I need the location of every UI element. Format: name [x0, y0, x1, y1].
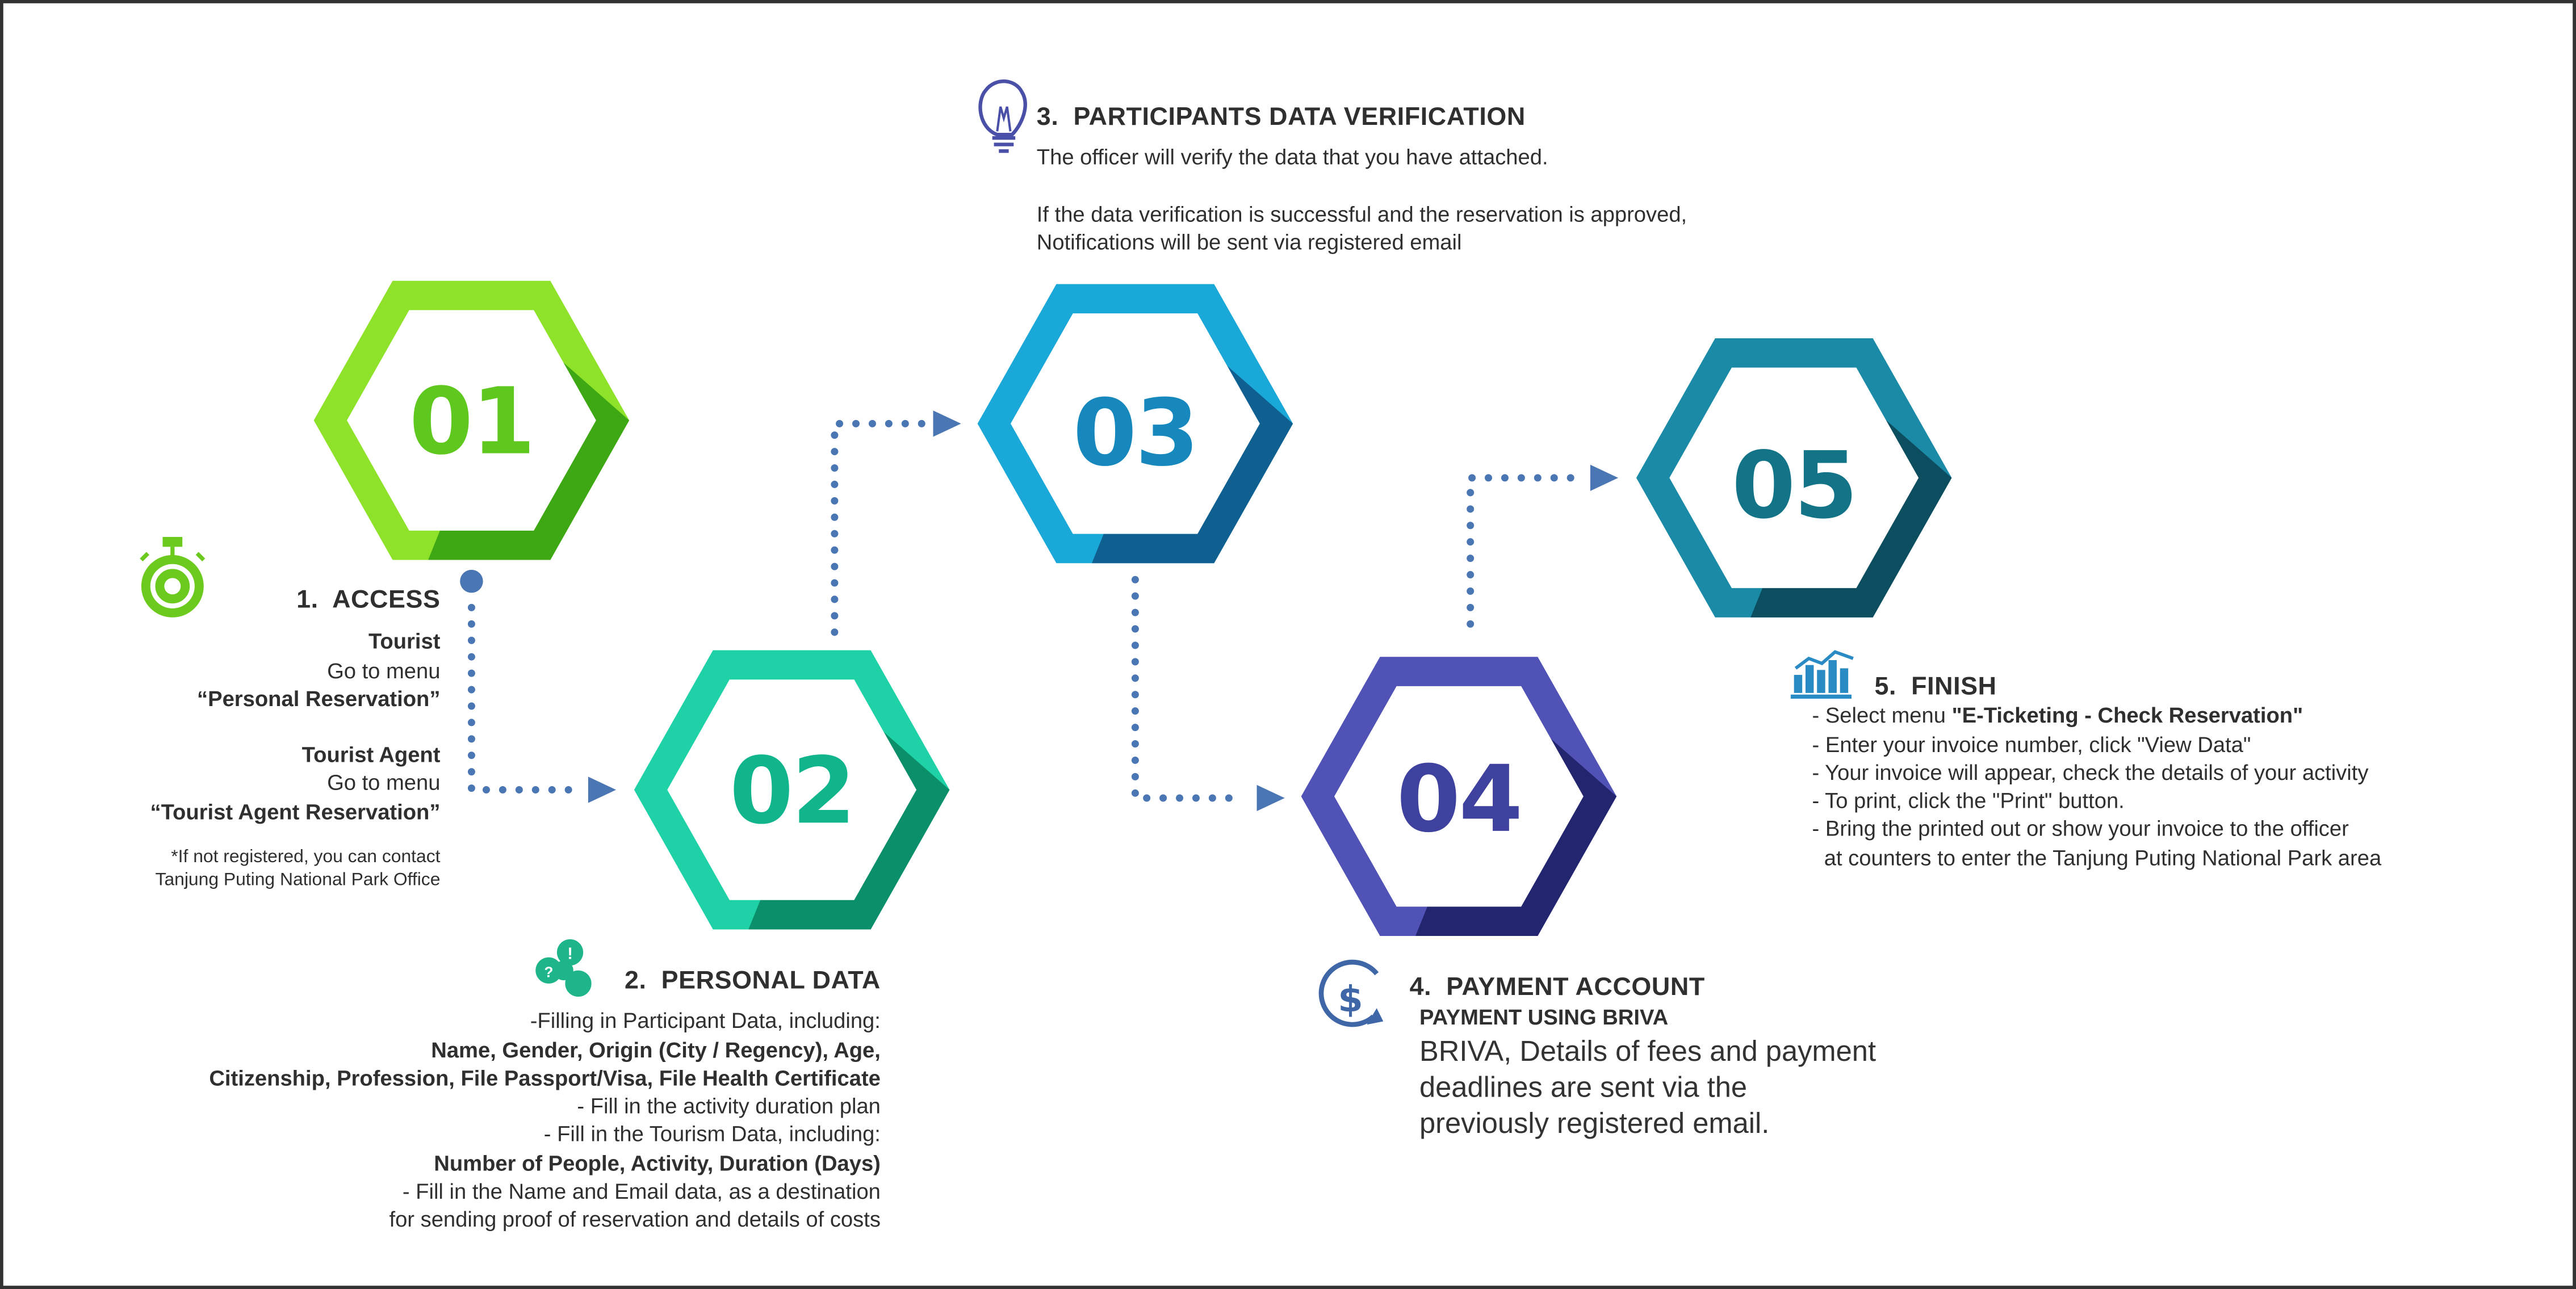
svg-text:?: ?: [544, 963, 554, 981]
finish-line-1: [1812, 702, 2535, 730]
hexagon-number-02: 02: [729, 738, 855, 845]
step-access-block: [49, 586, 441, 892]
tourist-goto: Go to menu: [327, 657, 441, 683]
hexagon-step-01: [314, 281, 630, 560]
lightbulb-icon: [980, 81, 1025, 151]
step-personal-block: [164, 967, 881, 1235]
registration-note-1: *If not registered, you can contact: [171, 847, 441, 867]
finish-line-6: at counters to enter the Tanjung Puting National Park area: [1812, 845, 2382, 870]
personal-line-1: -Filling in Participant Data, including:: [530, 1009, 881, 1034]
arrowhead-4: [1590, 465, 1618, 491]
agent-goto: Go to menu: [327, 771, 441, 796]
hexagon-step-03: [978, 284, 1293, 563]
arrowhead-1: [588, 776, 616, 803]
connector-3-4: [1135, 580, 1245, 798]
finish-line-2: - Enter your invoice number, click "View Data": [1812, 732, 2251, 757]
dollar-cycle-icon: [1321, 962, 1383, 1025]
step-verification-block: [1037, 103, 1891, 257]
personal-line-6: Number of People, Activity, Duration (Days): [434, 1151, 881, 1175]
tourist-label: Tourist: [368, 629, 441, 654]
finish-line-4: - To print, click the "Print" button.: [1812, 788, 2125, 813]
hexagon-step-05: [1636, 338, 1952, 618]
hexagon-step-02: [634, 650, 950, 930]
connector-1-2: [471, 607, 583, 790]
hexagon-step-04: [1301, 657, 1617, 936]
personal-line-5: - Fill in the Tourism Data, including:: [543, 1122, 881, 1147]
payment-line-3: previously registered email.: [1419, 1106, 1770, 1139]
hexagon-number-03: 03: [1073, 380, 1198, 487]
step-finish-title: 5. FINISH: [1874, 673, 1997, 702]
svg-text:$: $: [1338, 979, 1363, 1021]
step-verification-title: 3. PARTICIPANTS DATA VERIFICATION: [1036, 103, 1526, 132]
finish-line-5: - Bring the printed out or show your invoice to the officer: [1812, 817, 2349, 842]
personal-line-3: Citizenship, Profession, File Passport/Visa, File Health Certificate: [209, 1065, 881, 1090]
step-payment-title: 4. PAYMENT ACCOUNT: [1409, 973, 1705, 1002]
finish-line-3: - Your invoice will appear, check the details of your activity: [1812, 760, 2369, 785]
hexagon-number-04: 04: [1396, 746, 1522, 853]
personal-line-2: Name, Gender, Origin (City / Regency), Age,: [431, 1037, 881, 1062]
payment-line-1: BRIVA, Details of fees and payment: [1419, 1034, 1876, 1067]
svg-text:!: !: [567, 944, 573, 963]
arrowhead-3: [1257, 785, 1285, 811]
connector-2-3: [835, 423, 923, 632]
payment-line-2: deadlines are sent via the: [1419, 1070, 1748, 1103]
step-payment-block: [1410, 974, 2001, 1141]
agent-label: Tourist Agent: [301, 742, 441, 767]
verification-line-2: If the data verification is successful and the reservation is approved,: [1036, 201, 1687, 226]
finish-menu-name: "E-Ticketing - Check Reservation": [1951, 703, 2303, 728]
connector-start-dot: [460, 570, 483, 593]
connector-4-5: [1471, 478, 1577, 624]
registration-note-2: Tanjung Puting National Park Office: [155, 870, 441, 891]
hexagon-number-05: 05: [1731, 433, 1857, 540]
step-finish-block: [1812, 673, 2535, 872]
hexagon-number-01: 01: [409, 368, 534, 476]
payment-subtitle: PAYMENT USING BRIVA: [1419, 1005, 1669, 1030]
agent-menu-name: “Tourist Agent Reservation”: [150, 799, 441, 824]
finish-line-1-prefix: - Select menu: [1812, 703, 1952, 728]
verification-line-1: The officer will verify the data that you have attached.: [1036, 145, 1548, 170]
personal-line-4: - Fill in the activity duration plan: [577, 1094, 881, 1119]
personal-line-8: for sending proof of reservation and details of costs: [389, 1207, 881, 1232]
step-access-title: 1. ACCESS: [296, 586, 441, 614]
arrowhead-2: [933, 410, 961, 436]
step-personal-title: 2. PERSONAL DATA: [624, 967, 881, 996]
personal-line-7: - Fill in the Name and Email data, as a destination: [402, 1179, 881, 1204]
tourist-menu-name: “Personal Reservation”: [197, 686, 441, 711]
verification-line-3: Notifications will be sent via registered email: [1036, 229, 1462, 255]
